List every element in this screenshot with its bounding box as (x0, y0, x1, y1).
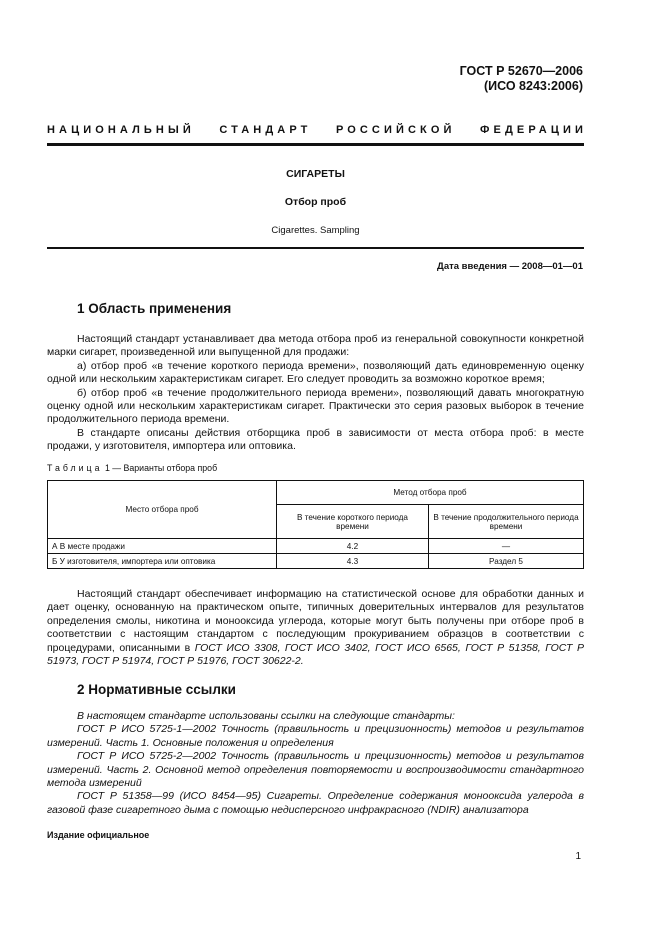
official-edition-note: Издание официальное (47, 830, 150, 840)
paragraph: В настоящем стандарте использованы ссылки на следующие стандарты: (77, 710, 455, 722)
header-rule (47, 143, 584, 146)
section-heading-scope: 1 Область применения (77, 301, 232, 316)
table-caption (47, 463, 217, 473)
referenced-standards: ГОСТ ИСО 3308, ГОСТ ИСО 3402, ГОСТ ИСО 6565, ГОСТ Р 51358, ГОСТ Р 51973, ГОСТ Р 51974, ГОСТ Р 51976, ГОСТ 30622-2. (47, 641, 584, 668)
header-method: Метод отбора проб (277, 481, 584, 505)
document-title: СИГАРЕТЫ (286, 168, 345, 180)
scope-text-continued (47, 588, 584, 668)
document-subtitle: Отбор проб (284, 196, 347, 208)
cell-place: А В месте продажи (48, 539, 277, 554)
reference-item: ГОСТ Р ИСО 5725-2—2002 Точность (правильность и прецизионность) методов и результатов измерений. Часть 2. Основной метод определения повторяемости и воспроизводимости стандартного метода измерений (47, 750, 584, 790)
english-title: Cigarettes. Sampling (271, 225, 360, 236)
table-caption-word: Таблица (47, 463, 103, 473)
title-rule (47, 247, 584, 249)
paragraph (47, 588, 584, 668)
gost-number: ГОСТ Р 52670—2006 (459, 64, 583, 78)
paragraph: б) отбор проб «в течение продолжительного периода времени», позволяющий давать многократную оценку одной или нескольким характеристикам сигарет. Практически это серия разовых выборок в течение продолжительного периода времени. (47, 386, 584, 426)
table-row (48, 554, 584, 569)
paragraph-text: Настоящий стандарт обеспечивает информацию на статистической основе для обработки данных и дает оценку, основанную на практическом опыте, типичных доверительных интервалов для результатов определения смолы, никотина и монооксида углерода, которые могут быть получены при отборе проб в соответствии с настоящим стандартом с последующим прокуриванием образцов в соответствии с процедурами, описанными в (47, 588, 584, 654)
reference-item: ГОСТ Р 51358—99 (ИСО 8454—95) Сигареты. Определение содержания монооксида углерода в газовой фазе сигаретного дыма с помощью недисперсного инфракрасного (NDIR) анализатора (47, 790, 584, 816)
cell-short: 4.3 (277, 554, 429, 569)
national-standard-banner (47, 124, 587, 136)
banner-word: НАЦИОНАЛЬНЫЙ (47, 124, 195, 136)
header-long-period: В течение продолжительного периода времени (429, 505, 584, 539)
paragraph: Настоящий стандарт устанавливает два метода отбора проб из генеральной совокупности конкретной марки сигарет, произведенной или выпущенной для продажи: (47, 333, 584, 359)
paragraph: В стандарте описаны действия отборщика проб в зависимости от места отбора проб: в месте продажи, у изготовителя, импортера или оптовика. (47, 426, 584, 453)
date-of-introduction: Дата введения — 2008—01—01 (437, 261, 583, 272)
cell-place: Б У изготовителя, импортера или оптовика (48, 554, 277, 569)
page-number: 1 (575, 851, 581, 862)
section-heading-references: 2 Нормативные ссылки (77, 682, 236, 697)
cell-long: — (429, 539, 584, 554)
cell-short: 4.2 (277, 539, 429, 554)
iso-number: (ИСО 8243:2006) (484, 79, 583, 93)
banner-word: РОССИЙСКОЙ (335, 124, 456, 136)
paragraph: а) отбор проб «в течение короткого периода времени», позволяющий дать единовременную оценку одной или нескольким характеристикам сигарет. Его следует проводить за возможно короткое время; (47, 359, 584, 386)
scope-text (47, 333, 584, 454)
banner-word: ФЕДЕРАЦИИ (480, 124, 587, 136)
banner-word: СТАНДАРТ (219, 124, 312, 136)
reference-item: ГОСТ Р ИСО 5725-1—2002 Точность (правильность и прецизионность) методов и результатов измерений. Часть 1. Основные положения и определения (47, 723, 584, 749)
document-designation (460, 64, 583, 94)
header-place: Место отбора проб (48, 481, 277, 539)
cell-long: Раздел 5 (429, 554, 584, 569)
references-text (47, 710, 584, 817)
header-short-period: В течение короткого периода времени (277, 505, 429, 539)
table-row (48, 539, 584, 554)
table-caption-text: 1 — Варианты отбора проб (102, 463, 218, 473)
sampling-variants-table (47, 480, 584, 569)
